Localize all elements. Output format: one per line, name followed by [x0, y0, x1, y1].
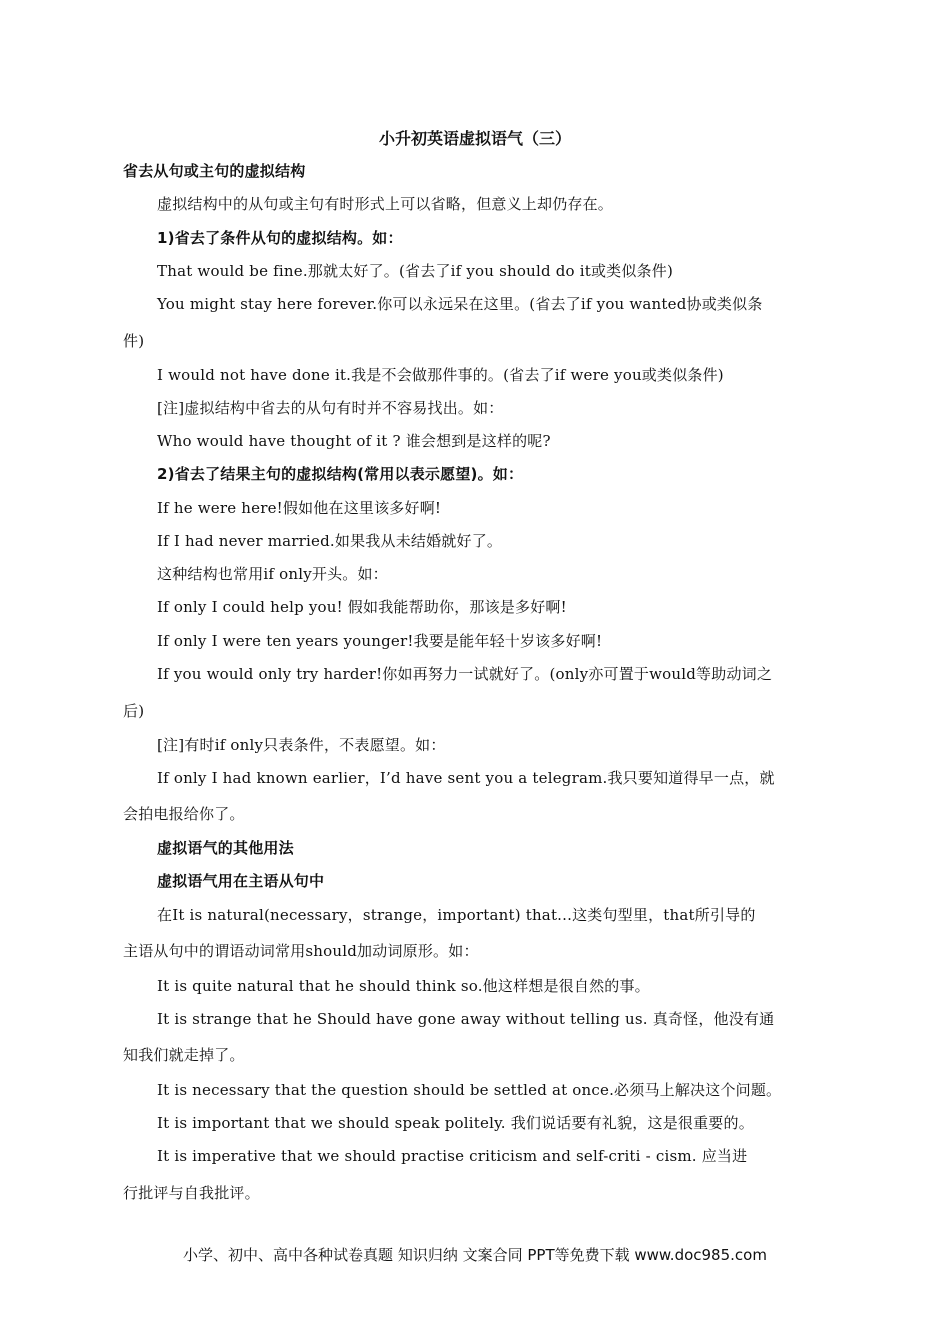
example-line: It is necessary that the question should be settled at once.必须马上解决这个问题。	[157, 1081, 782, 1099]
example-line-continuation: 行批评与自我批评。	[123, 1184, 260, 1202]
note-line: [注]有时if only只表条件，不表愿望。如：	[157, 736, 446, 754]
note-line: [注]虚拟结构中省去的从句有时并不容易找出。如：	[157, 399, 504, 417]
example-line: It is imperative that we should practise criticism and self-criti - cism. 应当进	[157, 1147, 748, 1165]
example-line-continuation: 后)	[123, 702, 145, 720]
paragraph-line: 虚拟结构中的从句或主句有时形式上可以省略，但意义上却仍存在。	[157, 195, 614, 213]
paragraph-line-continuation: 主语从句中的谓语动词常用should加动词原形。如：	[123, 942, 479, 960]
example-line: It is quite natural that he should think so.他这样想是很自然的事。	[157, 977, 650, 995]
section-heading-omitted-clause: 省去从句或主句的虚拟结构	[123, 162, 306, 180]
page-title: 小升初英语虚拟语气（三）	[378, 129, 571, 148]
example-line-continuation: 会拍电报给你了。	[123, 805, 245, 823]
example-line: If I had never married.如果我从未结婚就好了。	[157, 532, 503, 550]
section-heading-other-uses: 虚拟语气的其他用法	[157, 839, 294, 857]
example-line: If only I were ten years younger!我要是能年轻十岁该多好啊!	[157, 632, 603, 650]
page-footer: 小学、初中、高中各种试卷真题 知识归纳 文案合同 PPT等免费下载 www.doc985.com	[183, 1246, 767, 1264]
example-line: You might stay here forever.你可以永远呆在这里。(省去了if you wanted协或类似条	[157, 295, 763, 313]
subheading-omitted-condition: 1)省去了条件从句的虚拟结构。如：	[157, 229, 403, 247]
subheading-subject-clause: 虚拟语气用在主语从句中	[157, 872, 325, 890]
paragraph-line: 在It is natural(necessary，strange，important) that...这类句型里，that所引导的	[157, 906, 756, 924]
example-line: If only I had known earlier，I’d have sent you a telegram.我只要知道得早一点，就	[157, 769, 775, 787]
example-line: If you would only try harder!你如再努力一试就好了。(only亦可置于would等助动词之	[157, 665, 773, 683]
example-line-continuation: 知我们就走掉了。	[123, 1046, 245, 1064]
example-line: It is strange that he Should have gone away without telling us. 真奇怪，他没有通	[157, 1010, 775, 1028]
subheading-omitted-main: 2)省去了结果主句的虚拟结构(常用以表示愿望)。如：	[157, 465, 524, 483]
example-line: I would not have done it.我是不会做那件事的。(省去了if were you或类似条件)	[157, 366, 724, 384]
example-line: If only I could help you! 假如我能帮助你，那该是多好啊!	[157, 598, 567, 616]
example-line: It is important that we should speak politely. 我们说话要有礼貌，这是很重要的。	[157, 1114, 754, 1132]
example-line: Who would have thought of it ? 谁会想到是这样的呢?	[157, 432, 551, 450]
example-line: That would be fine.那就太好了。(省去了if you should do it或类似条件)	[157, 262, 674, 280]
paragraph-line: 这种结构也常用if only开头。如：	[157, 565, 388, 583]
example-line: If he were here!假如他在这里该多好啊!	[157, 499, 442, 517]
example-line-continuation: 件)	[123, 332, 145, 350]
